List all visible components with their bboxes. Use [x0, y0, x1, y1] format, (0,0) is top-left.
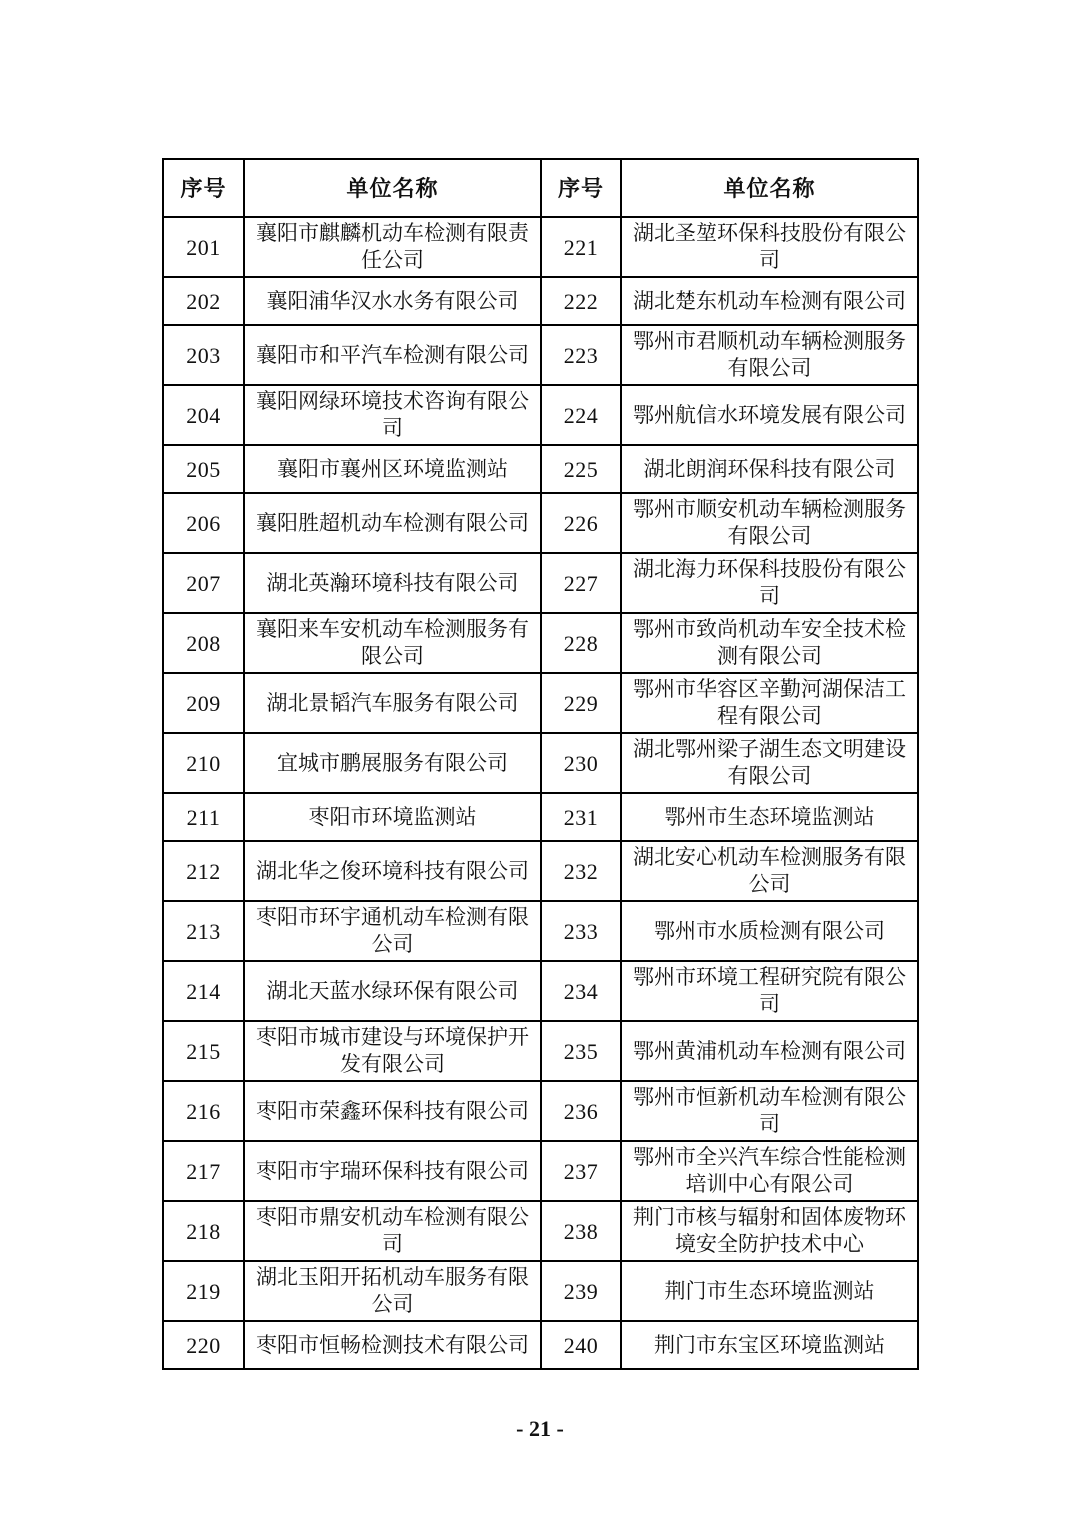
unit-name-cell: 襄阳市和平汽车检测有限公司 — [244, 325, 541, 385]
unit-name-cell: 湖北华之俊环境科技有限公司 — [244, 841, 541, 901]
serial-number-cell: 219 — [163, 1261, 244, 1321]
table-row — [163, 325, 918, 385]
header-unit-name-right: 单位名称 — [621, 159, 918, 217]
unit-name-cell: 枣阳市环宇通机动车检测有限公司 — [244, 901, 541, 961]
unit-name-cell: 宜城市鹏展服务有限公司 — [244, 733, 541, 793]
header-unit-name-left: 单位名称 — [244, 159, 541, 217]
table-row — [163, 1081, 918, 1141]
serial-number-cell: 214 — [163, 961, 244, 1021]
serial-number-cell: 221 — [541, 217, 621, 277]
header-serial-right: 序号 — [541, 159, 621, 217]
table-header-row — [163, 159, 918, 217]
unit-name-cell: 荆门市核与辐射和固体废物环境安全防护技术中心 — [621, 1201, 918, 1261]
unit-name-cell: 鄂州航信水环境发展有限公司 — [621, 385, 918, 445]
serial-number-cell: 209 — [163, 673, 244, 733]
unit-name-cell: 湖北鄂州梁子湖生态文明建设有限公司 — [621, 733, 918, 793]
unit-name-cell: 枣阳市环境监测站 — [244, 793, 541, 841]
unit-name-cell: 鄂州市水质检测有限公司 — [621, 901, 918, 961]
unit-name-cell: 湖北天蓝水绿环保有限公司 — [244, 961, 541, 1021]
serial-number-cell: 207 — [163, 553, 244, 613]
serial-number-cell: 223 — [541, 325, 621, 385]
serial-number-cell: 222 — [541, 277, 621, 325]
unit-name-cell: 鄂州市环境工程研究院有限公司 — [621, 961, 918, 1021]
unit-name-cell: 湖北圣堃环保科技股份有限公司 — [621, 217, 918, 277]
unit-name-cell: 襄阳胜超机动车检测有限公司 — [244, 493, 541, 553]
table-row — [163, 613, 918, 673]
table-row — [163, 1321, 918, 1369]
table-row — [163, 1021, 918, 1081]
table-row — [163, 841, 918, 901]
table-row — [163, 901, 918, 961]
unit-name-cell: 湖北英瀚环境科技有限公司 — [244, 553, 541, 613]
serial-number-cell: 210 — [163, 733, 244, 793]
unit-name-cell: 枣阳市恒畅检测技术有限公司 — [244, 1321, 541, 1369]
units-table — [162, 158, 919, 1370]
unit-name-cell: 鄂州市致尚机动车安全技术检测有限公司 — [621, 613, 918, 673]
unit-name-cell: 枣阳市荣鑫环保科技有限公司 — [244, 1081, 541, 1141]
unit-name-cell: 湖北楚东机动车检测有限公司 — [621, 277, 918, 325]
serial-number-cell: 230 — [541, 733, 621, 793]
serial-number-cell: 237 — [541, 1141, 621, 1201]
unit-name-cell: 鄂州市君顺机动车辆检测服务有限公司 — [621, 325, 918, 385]
unit-name-cell: 湖北安心机动车检测服务有限公司 — [621, 841, 918, 901]
unit-name-cell: 鄂州市生态环境监测站 — [621, 793, 918, 841]
unit-name-cell: 鄂州黄浦机动车检测有限公司 — [621, 1021, 918, 1081]
serial-number-cell: 225 — [541, 445, 621, 493]
table-row — [163, 793, 918, 841]
serial-number-cell: 217 — [163, 1141, 244, 1201]
serial-number-cell: 216 — [163, 1081, 244, 1141]
header-serial-left: 序号 — [163, 159, 244, 217]
unit-name-cell: 襄阳浦华汉水水务有限公司 — [244, 277, 541, 325]
unit-name-cell: 鄂州市全兴汽车综合性能检测培训中心有限公司 — [621, 1141, 918, 1201]
unit-name-cell: 湖北朗润环保科技有限公司 — [621, 445, 918, 493]
serial-number-cell: 228 — [541, 613, 621, 673]
serial-number-cell: 218 — [163, 1201, 244, 1261]
serial-number-cell: 202 — [163, 277, 244, 325]
table-row — [163, 385, 918, 445]
table-row — [163, 961, 918, 1021]
unit-name-cell: 枣阳市宇瑞环保科技有限公司 — [244, 1141, 541, 1201]
serial-number-cell: 226 — [541, 493, 621, 553]
serial-number-cell: 215 — [163, 1021, 244, 1081]
unit-name-cell: 襄阳市襄州区环境监测站 — [244, 445, 541, 493]
serial-number-cell: 213 — [163, 901, 244, 961]
table-row — [163, 1261, 918, 1321]
unit-name-cell: 襄阳网绿环境技术咨询有限公司 — [244, 385, 541, 445]
unit-name-cell: 襄阳市麒麟机动车检测有限责任公司 — [244, 217, 541, 277]
serial-number-cell: 211 — [163, 793, 244, 841]
unit-name-cell: 襄阳来车安机动车检测服务有限公司 — [244, 613, 541, 673]
serial-number-cell: 239 — [541, 1261, 621, 1321]
table-row — [163, 1201, 918, 1261]
unit-name-cell: 荆门市东宝区环境监测站 — [621, 1321, 918, 1369]
page-number: - 21 - — [516, 1416, 564, 1441]
serial-number-cell: 224 — [541, 385, 621, 445]
serial-number-cell: 220 — [163, 1321, 244, 1369]
unit-name-cell: 湖北海力环保科技股份有限公司 — [621, 553, 918, 613]
table-row — [163, 733, 918, 793]
serial-number-cell: 208 — [163, 613, 244, 673]
serial-number-cell: 204 — [163, 385, 244, 445]
unit-name-cell: 枣阳市城市建设与环境保护开发有限公司 — [244, 1021, 541, 1081]
unit-name-cell: 鄂州市恒新机动车检测有限公司 — [621, 1081, 918, 1141]
unit-name-cell: 鄂州市顺安机动车辆检测服务有限公司 — [621, 493, 918, 553]
unit-name-cell: 鄂州市华容区辛勤河湖保洁工程有限公司 — [621, 673, 918, 733]
serial-number-cell: 227 — [541, 553, 621, 613]
serial-number-cell: 212 — [163, 841, 244, 901]
serial-number-cell: 233 — [541, 901, 621, 961]
serial-number-cell: 235 — [541, 1021, 621, 1081]
table-row — [163, 445, 918, 493]
unit-name-cell: 荆门市生态环境监测站 — [621, 1261, 918, 1321]
table-row — [163, 553, 918, 613]
table-row — [163, 217, 918, 277]
serial-number-cell: 238 — [541, 1201, 621, 1261]
serial-number-cell: 232 — [541, 841, 621, 901]
table-row — [163, 673, 918, 733]
serial-number-cell: 231 — [541, 793, 621, 841]
serial-number-cell: 205 — [163, 445, 244, 493]
serial-number-cell: 234 — [541, 961, 621, 1021]
unit-name-cell: 湖北景韬汽车服务有限公司 — [244, 673, 541, 733]
serial-number-cell: 240 — [541, 1321, 621, 1369]
serial-number-cell: 206 — [163, 493, 244, 553]
unit-name-cell: 湖北玉阳开拓机动车服务有限公司 — [244, 1261, 541, 1321]
serial-number-cell: 203 — [163, 325, 244, 385]
serial-number-cell: 229 — [541, 673, 621, 733]
serial-number-cell: 201 — [163, 217, 244, 277]
table-row — [163, 493, 918, 553]
table-row — [163, 1141, 918, 1201]
serial-number-cell: 236 — [541, 1081, 621, 1141]
table-row — [163, 277, 918, 325]
unit-name-cell: 枣阳市鼎安机动车检测有限公司 — [244, 1201, 541, 1261]
